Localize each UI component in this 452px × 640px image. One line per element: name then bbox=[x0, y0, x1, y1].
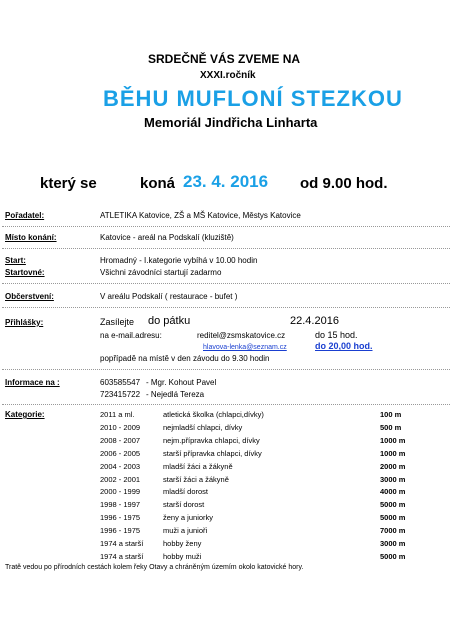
category-distance: 5000 m bbox=[380, 551, 406, 561]
fee-label: Startovné: bbox=[5, 268, 45, 277]
email-label: na e-mail.adresu: bbox=[100, 331, 162, 340]
category-name: mladší dorost bbox=[163, 487, 209, 497]
event-date: 23. 4. 2016 bbox=[183, 172, 269, 191]
category-distance: 1000 m bbox=[380, 435, 406, 445]
onsite-registration: popřípadě na místě v den závodu do 9.30 hodin bbox=[100, 354, 270, 363]
registration-send: Zasílejte bbox=[100, 317, 135, 327]
category-years: 1996 - 1975 bbox=[100, 513, 141, 523]
divider bbox=[2, 226, 450, 227]
category-name: starší dorost bbox=[163, 500, 205, 510]
start-value: Hromadný - I.kategorie vybíhá v 10.00 hodin bbox=[100, 256, 258, 265]
event-time: od 9.00 hod. bbox=[300, 175, 388, 192]
info-label: Informace na : bbox=[5, 378, 60, 387]
divider bbox=[2, 307, 450, 308]
date-prefix-1: který se bbox=[40, 175, 97, 192]
category-years: 2011 a ml. bbox=[100, 410, 135, 419]
email-secondary-link[interactable]: hlavova-lenka@seznam.cz bbox=[203, 344, 287, 351]
category-distance: 5000 m bbox=[380, 500, 406, 510]
category-name: hobby ženy bbox=[163, 539, 202, 548]
email-primary[interactable]: reditel@zsmskatovice.cz bbox=[197, 331, 286, 340]
category-distance: 3000 m bbox=[380, 539, 406, 548]
category-name: nejmladší chlapci, dívky bbox=[163, 422, 243, 432]
contact-name: - Mgr. Kohout Pavel bbox=[146, 378, 217, 387]
footer-note: Tratě vedou po přírodních cestách kolem řeky Otavy a chráněným územím okolo katovické hory. bbox=[5, 564, 304, 571]
category-distance: 100 m bbox=[380, 410, 402, 419]
fee-value: Všichni závodníci startují zadarmo bbox=[100, 268, 222, 277]
invite-line: SRDEČNĚ VÁS ZVEME NA bbox=[148, 52, 301, 66]
category-name: ženy a juniorky bbox=[163, 513, 214, 523]
venue-value: Katovice - areál na Podskalí (kluziště) bbox=[100, 233, 234, 242]
category-name: starší žáci a žákyně bbox=[163, 474, 229, 484]
date-prefix-2: koná bbox=[140, 175, 176, 192]
category-distance: 2000 m bbox=[380, 461, 406, 471]
category-years: 2002 - 2001 bbox=[100, 474, 141, 484]
category-name: muži a junioři bbox=[163, 526, 208, 536]
event-title: BĚHU MUFLONÍ STEZKOU bbox=[103, 86, 403, 111]
category-distance: 4000 m bbox=[380, 487, 406, 497]
edition: XXXI.ročník bbox=[200, 70, 256, 81]
contact-phone: 723415722 bbox=[100, 390, 141, 399]
category-name: mladší žáci a žákyně bbox=[163, 461, 233, 471]
categories-label: Kategorie: bbox=[5, 410, 45, 419]
contact-name: - Nejedlá Tereza bbox=[146, 390, 205, 399]
start-label: Start: bbox=[5, 256, 26, 265]
category-distance: 7000 m bbox=[380, 526, 406, 536]
category-distance: 500 m bbox=[380, 422, 402, 432]
registration-date: 22.4.2016 bbox=[290, 315, 339, 327]
category-distance: 5000 m bbox=[380, 513, 406, 523]
food-label: Občerstvení: bbox=[5, 292, 54, 301]
category-years: 2010 - 2009 bbox=[100, 422, 141, 432]
category-name: hobby muži bbox=[163, 551, 202, 561]
category-years: 1996 - 1975 bbox=[100, 526, 141, 536]
category-name: atletická školka (chlapci,dívky) bbox=[163, 410, 264, 419]
category-years: 1974 a starší bbox=[100, 551, 144, 561]
food-value: V areálu Podskalí ( restaurace - bufet ) bbox=[100, 292, 238, 301]
category-years: 1974 a starší bbox=[100, 539, 144, 548]
category-years: 2008 - 2007 bbox=[100, 435, 141, 445]
category-name: starší přípravka chlapci, dívky bbox=[163, 448, 262, 458]
category-years: 2000 - 1999 bbox=[100, 487, 141, 497]
category-years: 2006 - 2005 bbox=[100, 448, 141, 458]
category-name: nejm.přípravka chlapci, dívky bbox=[163, 435, 260, 445]
deadline-primary: do 15 hod. bbox=[315, 330, 358, 340]
contact-phone: 603585547 bbox=[100, 378, 141, 387]
category-years: 2004 - 2003 bbox=[100, 461, 141, 471]
category-distance: 3000 m bbox=[380, 474, 406, 484]
divider bbox=[2, 369, 450, 370]
divider bbox=[2, 248, 450, 249]
registration-until: do pátku bbox=[148, 315, 191, 327]
venue-label: Místo konání: bbox=[5, 233, 57, 242]
divider bbox=[2, 283, 450, 284]
category-years: 1998 - 1997 bbox=[100, 500, 141, 510]
deadline-secondary: do 20,00 hod. bbox=[315, 341, 373, 351]
category-distance: 1000 m bbox=[380, 448, 406, 458]
registration-label: Přihlášky: bbox=[5, 318, 44, 327]
organizer-label: Pořadatel: bbox=[5, 211, 45, 220]
divider bbox=[2, 404, 450, 405]
organizer-value: ATLETIKA Katovice, ZŠ a MŠ Katovice, Městys Katovice bbox=[100, 211, 301, 220]
memorial-subtitle: Memoriál Jindřicha Linharta bbox=[144, 115, 318, 130]
